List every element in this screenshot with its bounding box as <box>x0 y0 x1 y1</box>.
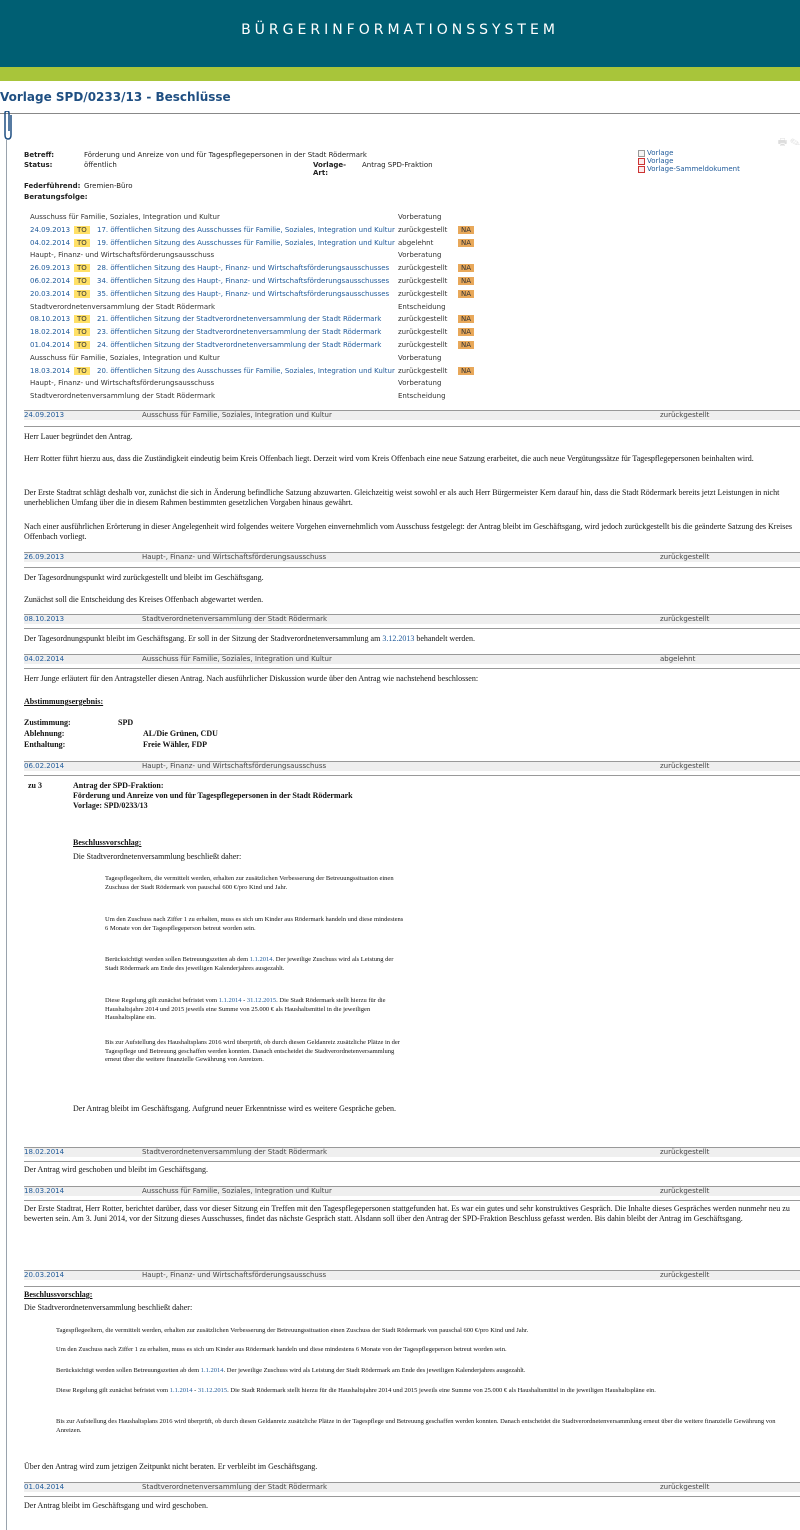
decision-header: 01.04.2014 Stadtverordnetenversammlung der Stadt Rödermark zurückgestellt <box>24 1482 800 1492</box>
consultation-list <box>30 211 480 403</box>
consultation-group: Ausschuss für Familie, Soziales, Integration und Kultur Vorberatung <box>30 353 442 362</box>
meeting-date-link[interactable]: 06.02.2014 <box>30 276 71 285</box>
decision-text: Zunächst soll die Entscheidung des Kreises Offenbach abgewartet werden. <box>24 595 264 604</box>
betreff-value: Förderung und Anreize von und für Tagespflegepersonen in der Stadt Rödermark <box>84 151 367 159</box>
doc-link-sammeldokument[interactable]: Vorlage-Sammeldokument <box>638 165 740 173</box>
decision-text: Herr Rotter führt hierzu aus, dass die Zuständigkeit eindeutig beim Kreis Offenbach liegt. Derzeit wird vom Kreis Offenbach eine neue Satzung erarbeitet, die auch neue Vergütungssätze für Tagespflegepersonen beinhalten wird. <box>24 454 754 463</box>
print-icon[interactable]: 🖶 ✎ <box>777 137 800 148</box>
consultation-item[interactable]: 18.02.2014 TO 23. öffentlichen Sitzung der Stadtverordnetenversammlung der Stadt Rödermark zurückgestellt NA <box>30 326 480 339</box>
decision-text: Nach einer ausführlichen Erörterung in dieser Angelegenheit wird folgendes weitere Vorgehen einvernehmlich vom Ausschuss festgelegt: der Antrag bleibt im Geschäftsgang, wird jedoch zurückgestellt bis die geänderte Satzung des Kreises Offenbach vorliegt. <box>24 522 792 541</box>
status-label: Status: <box>24 161 53 169</box>
page-title: Vorlage SPD/0233/13 - Beschlüsse <box>0 90 231 104</box>
meeting-date-link[interactable]: 04.02.2014 <box>30 238 71 247</box>
meeting-link[interactable]: 21. öffentlichen Sitzung der Stadtverordnetenversammlung der Stadt Rödermark <box>97 315 382 324</box>
na-badge[interactable]: NA <box>458 239 474 247</box>
decision-text: Herr Lauer begründet den Antrag. <box>24 432 133 441</box>
content-margin-line <box>6 140 7 1530</box>
meeting-link[interactable]: 28. öffentlichen Sitzung des Haupt-, Finanz- und Wirtschaftsförderungsausschusses <box>97 264 390 273</box>
meeting-date-link[interactable]: 20.03.2014 <box>30 289 71 298</box>
decision-text: Der Tagesordnungspunkt wird zurückgestellt und bleibt im Geschäftsgang. <box>24 573 264 582</box>
paperclip-icon <box>2 111 14 141</box>
consultation-group: Stadtverordnetenversammlung der Stadt Rödermark Entscheidung <box>30 302 446 311</box>
na-badge[interactable]: NA <box>458 315 474 323</box>
vote-heading: Abstimmungsergebnis: <box>24 697 104 706</box>
decision-text: Der Antrag bleibt im Geschäftsgang und wird geschoben. <box>24 1501 208 1510</box>
status-value: öffentlich <box>84 161 117 169</box>
meeting-link[interactable]: 34. öffentlichen Sitzung des Haupt-, Finanz- und Wirtschaftsförderungsausschusses <box>97 276 390 285</box>
meeting-link[interactable]: 17. öffentlichen Sitzung des Ausschusses für Familie, Soziales, Integration und Kultur <box>97 225 395 234</box>
vorlageart-value: Antrag SPD-Fraktion <box>362 161 433 169</box>
consultation-item[interactable]: 01.04.2014 TO 24. öffentlichen Sitzung der Stadtverordnetenversammlung der Stadt Rödermark zurückgestellt NA <box>30 339 480 352</box>
decision-header: 24.09.2013 Ausschuss für Familie, Soziales, Integration und Kultur zurückgestellt <box>24 410 800 420</box>
consultation-item[interactable]: 04.02.2014 TO 19. öffentlichen Sitzung des Ausschusses für Familie, Soziales, Integration und Kultur abgelehnt NA <box>30 237 480 250</box>
doc-link-vorlage-2[interactable]: Vorlage <box>638 157 740 165</box>
to-badge[interactable]: TO <box>74 277 90 285</box>
meeting-link[interactable]: 23. öffentlichen Sitzung der Stadtverordnetenversammlung der Stadt Rödermark <box>97 328 382 337</box>
federf-label: Federführend: <box>24 182 81 190</box>
site-title: BÜRGERINFORMATIONSSYSTEM <box>241 22 559 38</box>
meeting-date-link[interactable]: 08.10.2013 <box>30 315 71 324</box>
na-badge[interactable]: NA <box>458 264 474 272</box>
decision-header: 18.02.2014 Stadtverordnetenversammlung der Stadt Rödermark zurückgestellt <box>24 1147 800 1157</box>
na-badge[interactable]: NA <box>458 226 474 234</box>
decision-text: Der Tagesordnungspunkt bleibt im Geschäftsgang. Er soll in der Sitzung der Stadtverordnetenversammlung am 3.12.2013 behandelt werden. <box>24 634 475 643</box>
consultation-item[interactable]: 26.09.2013 TO 28. öffentlichen Sitzung des Haupt-, Finanz- und Wirtschaftsförderungsausschusses zurückgestellt NA <box>30 262 480 275</box>
to-badge[interactable]: TO <box>74 315 90 323</box>
federf-value: Gremien-Büro <box>84 182 133 190</box>
to-badge[interactable]: TO <box>74 226 90 234</box>
consultation-group: Haupt-, Finanz- und Wirtschaftsförderungsausschuss Vorberatung <box>30 251 442 260</box>
consultation-item[interactable]: 20.03.2014 TO 35. öffentlichen Sitzung des Haupt-, Finanz- und Wirtschaftsförderungsausschusses zurückgestellt NA <box>30 288 480 301</box>
doc-link-vorlage-1[interactable]: Vorlage <box>638 149 740 157</box>
to-badge[interactable]: TO <box>74 328 90 336</box>
decision-text: Der Antrag wird geschoben und bleibt im Geschäftsgang. <box>24 1165 208 1174</box>
meeting-date-link[interactable]: 18.03.2014 <box>30 366 71 375</box>
vorlageart-label: Vorlage-Art: <box>313 161 347 177</box>
meeting-date-link[interactable]: 18.02.2014 <box>30 328 71 337</box>
decision-header: 20.03.2014 Haupt-, Finanz- und Wirtschaftsförderungsausschuss zurückgestellt <box>24 1270 800 1280</box>
consultation-group: Ausschuss für Familie, Soziales, Integration und Kultur Vorberatung <box>30 213 442 221</box>
decision-text: Herr Junge erläutert für den Antragsteller diesen Antrag. Nach ausführlicher Diskussion wurde über den Antrag wie nachstehend beschlossen: <box>24 674 479 683</box>
decision-text: Der Erste Stadtrat schlägt deshalb vor, zunächst die sich in Änderung befindliche Satzung abzuwarten. Gleichzeitig weist sowohl er als auch Herr Bürgermeister Kern darauf hin, dass die Stadt Rödermark bereits jetzt Leistungen in nicht unerheblichen Umfang über die in diesem Rahmen bestimmten gesetzlichen Vorgaben hinaus gewährt. <box>24 488 780 507</box>
to-badge[interactable]: TO <box>74 264 90 272</box>
meeting-date-link[interactable]: 26.09.2013 <box>30 264 71 273</box>
site-header <box>0 0 800 67</box>
to-badge[interactable]: TO <box>74 239 90 247</box>
meeting-link[interactable]: 20. öffentlichen Sitzung des Ausschusses für Familie, Soziales, Integration und Kultur <box>97 366 395 375</box>
meeting-date-link[interactable]: 24.09.2013 <box>30 225 71 234</box>
na-badge[interactable]: NA <box>458 328 474 336</box>
consultation-item[interactable]: 06.02.2014 TO 34. öffentlichen Sitzung des Haupt-, Finanz- und Wirtschaftsförderungsausschusses zurückgestellt NA <box>30 275 480 288</box>
to-badge[interactable]: TO <box>74 290 90 298</box>
meeting-link[interactable]: 24. öffentlichen Sitzung der Stadtverordnetenversammlung der Stadt Rödermark <box>97 340 382 349</box>
consultation-group: Stadtverordnetenversammlung der Stadt Rödermark Entscheidung <box>30 392 446 401</box>
pdf-icon <box>638 158 645 165</box>
decision-header: 04.02.2014 Ausschuss für Familie, Soziales, Integration und Kultur abgelehnt <box>24 654 800 664</box>
na-badge[interactable]: NA <box>458 290 474 298</box>
to-badge[interactable]: TO <box>74 341 90 349</box>
document-links <box>638 149 740 173</box>
na-badge[interactable]: NA <box>458 341 474 349</box>
na-badge[interactable]: NA <box>458 277 474 285</box>
decision-header: 18.03.2014 Ausschuss für Familie, Soziales, Integration und Kultur zurückgestellt <box>24 1186 800 1196</box>
decision-header: 06.02.2014 Haupt-, Finanz- und Wirtschaftsförderungsausschuss zurückgestellt <box>24 761 800 771</box>
na-badge[interactable]: NA <box>458 367 474 375</box>
consultation-item[interactable]: 18.03.2014 TO 20. öffentlichen Sitzung des Ausschusses für Familie, Soziales, Integration und Kultur zurückgestellt NA <box>30 365 480 378</box>
consultation-group: Haupt-, Finanz- und Wirtschaftsförderungsausschuss Vorberatung <box>30 379 442 388</box>
consultation-item[interactable]: 08.10.2013 TO 21. öffentlichen Sitzung der Stadtverordnetenversammlung der Stadt Rödermark zurückgestellt NA <box>30 313 480 326</box>
meeting-date-link[interactable]: 3.12.2013 <box>382 634 415 643</box>
beratungsfolge-label: Beratungsfolge: <box>24 193 88 201</box>
decision-header: 26.09.2013 Haupt-, Finanz- und Wirtschaftsförderungsausschuss zurückgestellt <box>24 552 800 562</box>
decision-header: 08.10.2013 Stadtverordnetenversammlung der Stadt Rödermark zurückgestellt <box>24 614 800 624</box>
pdf-icon <box>638 166 645 173</box>
betreff-label: Betreff: <box>24 151 55 159</box>
decision-text: Der Erste Stadtrat, Herr Rotter, berichtet darüber, dass vor dieser Sitzung ein Treffen mit den Tagespflegepersonen stattgefunden hat. Es war ein gutes und sehr konstruktives Gespräch. Die Inhalte dieses Gespräches werden nunmehr neu zu bewerten sein. Am 3. Juni 2014, vor der Sitzung dieses Ausschusses, findet das nächste Gespräch statt. Alsdann soll über den Antrag der SPD-Fraktion Beschluss gefasst werden. Bis dahin bleibt der Antrag im Geschäftsgang. <box>24 1204 790 1223</box>
consultation-item[interactable]: 24.09.2013 TO 17. öffentlichen Sitzung des Ausschusses für Familie, Soziales, Integration und Kultur zurückgestellt NA <box>30 224 480 237</box>
document-icon <box>638 150 645 157</box>
meeting-date-link[interactable]: 01.04.2014 <box>30 340 71 349</box>
to-badge[interactable]: TO <box>74 367 90 375</box>
meeting-link[interactable]: 19. öffentlichen Sitzung des Ausschusses für Familie, Soziales, Integration und Kultur <box>97 238 395 247</box>
meeting-link[interactable]: 35. öffentlichen Sitzung des Haupt-, Finanz- und Wirtschaftsförderungsausschusses <box>97 289 390 298</box>
title-divider <box>0 113 800 114</box>
